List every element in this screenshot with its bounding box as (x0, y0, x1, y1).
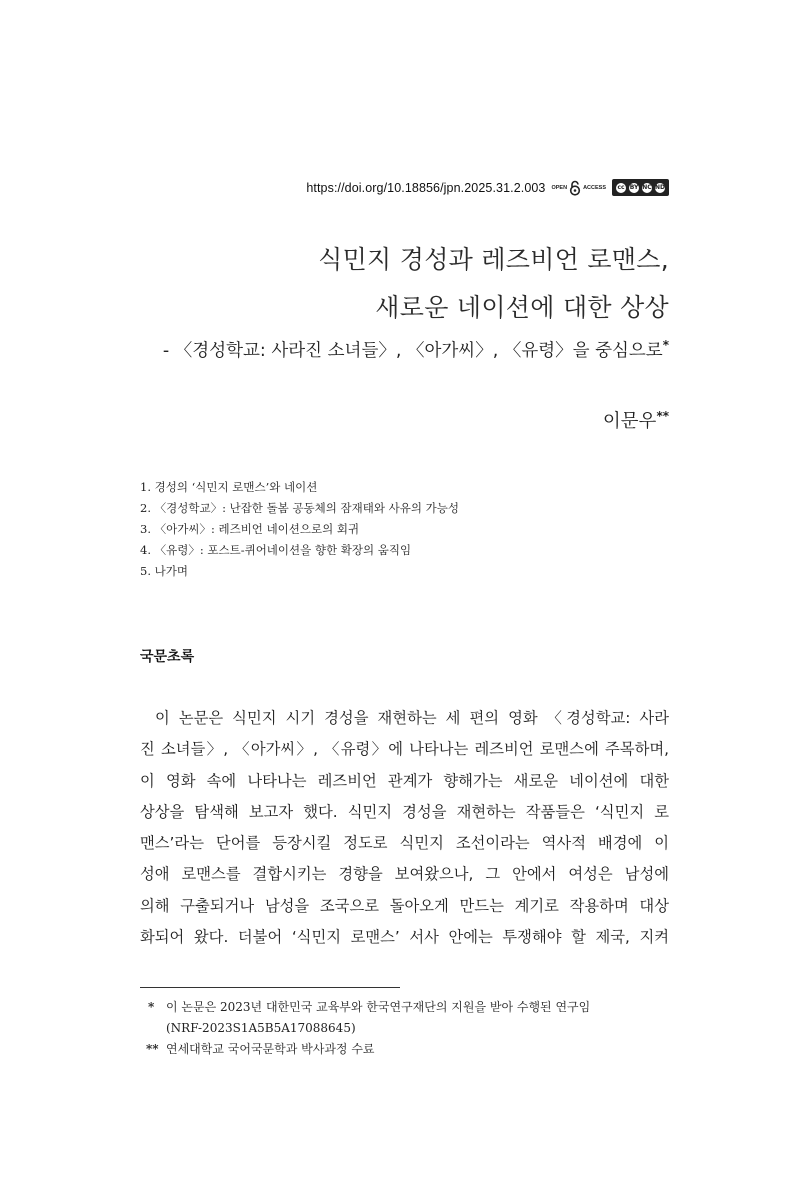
abstract-line: 맨스’라는 단어를 등장시킬 정도로 식민지 조선이라는 역사적 배경에 이 (140, 834, 669, 853)
abstract-line: 이 영화 속에 나타나는 레즈비언 관계가 향해가는 새로운 네이션에 대한 (140, 771, 669, 790)
footnote-text (166, 1039, 669, 1060)
by-icon: BY (628, 182, 640, 194)
open-lock-icon (569, 180, 581, 196)
footnote-line: 이 논문은 2023년 대한민국 교육부와 한국연구재단의 지원을 받아 수행된 연구임 (166, 1000, 591, 1014)
author-footnote-mark[interactable]: ** (656, 409, 669, 423)
footnote-line: (NRF-2023S1A5B5A17088645) (166, 1021, 356, 1035)
abstract-line: 화되어 왔다. 더불어 ‘식민지 로맨스’ 서사 안에는 투쟁해야 할 제국, 지켜 (140, 928, 669, 947)
cc-license-badge[interactable] (612, 179, 669, 196)
open-access-left-label: OPEN (551, 184, 568, 191)
abstract-line: 진 소녀들〉, 〈아가씨〉, 〈유령〉에 나타나는 레즈비언 로맨스에 주목하며, (140, 740, 669, 759)
cc-icon: cc (615, 182, 627, 194)
abstract-line: 이 논문은 식민지 시기 경성을 재현하는 세 편의 영화 〈경성학교: 사라 (155, 709, 669, 727)
footnotes (140, 997, 669, 1060)
subtitle (163, 337, 669, 362)
footnote-text (166, 997, 669, 1039)
author (603, 407, 669, 433)
footnote-divider (140, 987, 400, 988)
footnote-mark: * (148, 1000, 155, 1014)
author-name: 이문우 (602, 411, 657, 432)
open-access-badge (551, 180, 606, 196)
toc-item: 3. 〈아가씨〉: 레즈비언 네이션으로의 회귀 (140, 522, 360, 536)
abstract-line: 의해 구출되거나 남성을 조국으로 돌아오게 만드는 계기로 작용하며 대상 (140, 896, 669, 915)
open-access-right-label: ACCESS (583, 184, 606, 191)
abstract-line: 상상을 탐색해 보고자 했다. 식민지 경성을 재현하는 작품들은 ‘식민지 로 (140, 802, 669, 821)
table-of-contents (140, 477, 459, 582)
abstract-heading: 국문초록 (140, 649, 195, 665)
toc-item: 5. 나가며 (140, 564, 188, 578)
subtitle-footnote-mark[interactable]: * (662, 338, 669, 352)
toc-item: 4. 〈유령〉: 포스트-퀴어네이션을 향한 확장의 움직임 (140, 543, 412, 557)
title-line-1: 식민지 경성과 레즈비언 로맨스, (318, 245, 669, 274)
footnote (140, 1039, 669, 1060)
subtitle-text: - 〈경성학교: 사라진 소녀들〉, 〈아가씨〉, 〈유령〉을 중심으로 (162, 341, 663, 361)
toc-item: 2. 〈경성학교〉: 난잡한 돌봄 공동체의 잠재태와 사유의 가능성 (140, 501, 459, 515)
toc-item: 1. 경성의 ‘식민지 로맨스’와 네이션 (140, 480, 318, 494)
title-line-2: 새로운 네이션에 대한 상상 (375, 293, 669, 322)
footnote-mark: ** (146, 1042, 159, 1056)
nd-icon: ND (654, 182, 666, 194)
footnote-line: 연세대학교 국어국문학과 박사과정 수료 (166, 1042, 375, 1056)
footnote (140, 997, 669, 1039)
doi-link[interactable]: https://doi.org/10.18856/jpn.2025.31.2.003 (306, 180, 546, 195)
abstract-line: 성애 로맨스를 결합시키는 경향을 보여왔으나, 그 안에서 여성은 남성에 (140, 865, 669, 884)
doi-header (306, 179, 669, 196)
nc-icon: NC (641, 182, 653, 194)
abstract-body (140, 703, 669, 953)
